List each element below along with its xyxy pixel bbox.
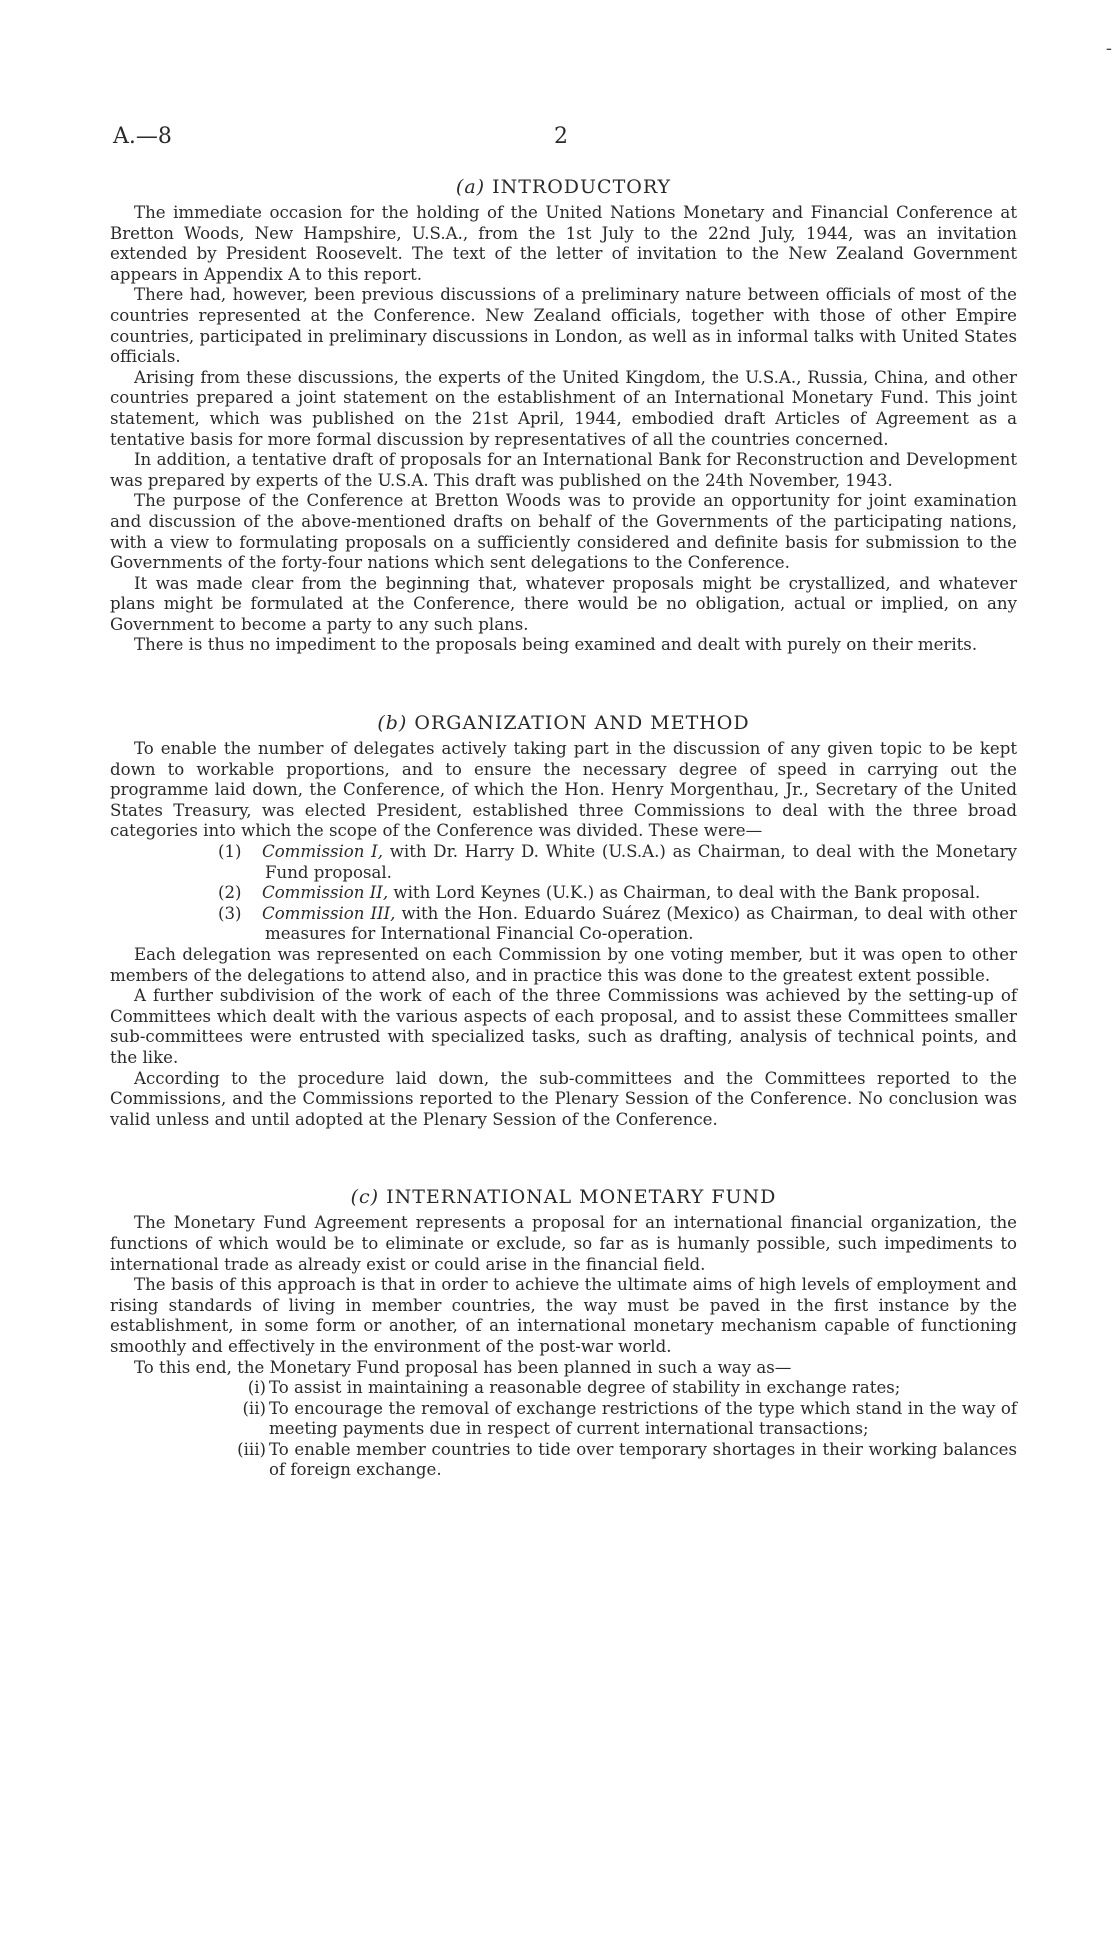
page-body bbox=[110, 174, 1017, 1481]
paragraph: In addition, a tentative draft of proposals for an International Bank for Reconstruction and Development was prepared by experts of the U.S.A. This draft was published on the 24th November, 1943. bbox=[110, 450, 1017, 490]
paragraph: Each delegation was represented on each Commission by one voting member, but it was open to other members of the delegations to attend also, and in practice this was done to the greatest extent possible. bbox=[110, 945, 1017, 985]
section-letter: (a) bbox=[455, 176, 486, 198]
paragraph: A further subdivision of the work of each of the three Commissions was achieved by the setting-up of Committees which dealt with the various aspects of each proposal, and to assist these Committees smaller sub-committees were entrusted with specialized tasks, such as drafting, analysis of technical points, and the like. bbox=[110, 986, 1017, 1067]
list-number: (iii) bbox=[237, 1439, 266, 1459]
section-title: INTERNATIONAL MONETARY FUND bbox=[386, 1186, 777, 1209]
aims-list bbox=[110, 1378, 1017, 1481]
list-text: with Lord Keynes (U.K.) as Chairman, to deal with the Bank proposal. bbox=[388, 883, 981, 903]
section-heading bbox=[110, 1184, 1017, 1211]
paragraph: To this end, the Monetary Fund proposal has been planned in such a way as— bbox=[134, 1357, 792, 1377]
list-item bbox=[110, 1399, 1017, 1440]
paragraph: The Monetary Fund Agreement represents a proposal for an international financial organization, the functions of which would be to eliminate or exclude, so far as is humanly possible, such impediments to international trade as already exist or could arise in the financial field. bbox=[110, 1213, 1017, 1274]
section-letter: (c) bbox=[350, 1186, 380, 1209]
page-number: 2 bbox=[554, 124, 568, 149]
corner-mark: - bbox=[1105, 38, 1112, 59]
section-international-monetary-fund bbox=[110, 1184, 1017, 1481]
paragraph: It was made clear from the beginning that, whatever proposals might be crystallized, and whatever plans might be formulated at the Conference, there would be no obligation, actual or implied, on any Government to become a party to any such plans. bbox=[110, 573, 1017, 634]
commission-name: Commission I, bbox=[262, 842, 384, 862]
paragraph: The immediate occasion for the holding of the United Nations Monetary and Financial Conference at Bretton Woods, New Hampshire, U.S.A., from the 1st July to the 22nd July, 1944, was an invitation extended by President Roosevelt. The text of the letter of invitation to the New Zealand Government appears in Appendix A to this report. bbox=[110, 203, 1017, 284]
list-text: with the Hon. Eduardo Suárez (Mexico) as Chairman, to deal with other measures for International Financial Co-operation. bbox=[265, 903, 1017, 944]
commission-name: Commission III, bbox=[262, 903, 396, 923]
section-letter: (b) bbox=[377, 712, 408, 735]
list-number: (i) bbox=[247, 1378, 266, 1398]
list-number: (2) bbox=[218, 883, 242, 903]
commission-list bbox=[110, 842, 1017, 945]
list-number: (ii) bbox=[242, 1398, 266, 1418]
list-item bbox=[110, 883, 1017, 904]
list-item bbox=[110, 1378, 1017, 1399]
section-organization-and-method bbox=[110, 710, 1017, 1130]
section-heading bbox=[110, 174, 1017, 201]
section-title: INTRODUCTORY bbox=[492, 176, 672, 198]
list-item bbox=[110, 1440, 1017, 1481]
list-text: To enable member countries to tide over temporary shortages in their working balances of foreign exchange. bbox=[269, 1439, 1017, 1480]
list-item bbox=[110, 842, 1017, 883]
paragraph: To enable the number of delegates actively taking part in the discussion of any given topic to be kept down to workable proportions, and to ensure the necessary degree of speed in carrying out the programme laid down, the Conference, of which the Hon. Henry Morgenthau, Jr., Secretary of the United States Treasury, was elected President, established three Commissions to deal with the three broad categories into which the scope of the Conference was divided. These were— bbox=[110, 739, 1017, 841]
commission-name: Commission II, bbox=[262, 883, 389, 903]
list-text: To encourage the removal of exchange restrictions of the type which stand in the way of meeting payments due in respect of current international transactions; bbox=[269, 1398, 1017, 1439]
paragraph: There is thus no impediment to the proposals being examined and dealt with purely on their merits. bbox=[134, 635, 978, 655]
section-heading bbox=[110, 710, 1017, 737]
section-title: ORGANIZATION AND METHOD bbox=[414, 712, 750, 735]
list-number: (1) bbox=[218, 842, 242, 862]
section-introductory bbox=[110, 174, 1017, 656]
list-text: with Dr. Harry D. White (U.S.A.) as Chairman, to deal with the Monetary Fund proposal. bbox=[265, 842, 1017, 882]
paragraph: According to the procedure laid down, the sub-committees and the Committees reported to the Commissions, and the Commissions reported to the Plenary Session of the Conference. No conclusion was valid unless and until adopted at the Plenary Session of the Conference. bbox=[110, 1068, 1017, 1129]
document-reference: A.—8 bbox=[113, 124, 172, 149]
list-item bbox=[110, 904, 1017, 945]
paragraph: There had, however, been previous discussions of a preliminary nature between officials of most of the countries represented at the Conference. New Zealand officials, together with those of other Empire countries, participated in preliminary discussions in London, as well as in informal talks with United States officials. bbox=[110, 285, 1017, 367]
list-number: (3) bbox=[218, 903, 242, 923]
list-text: To assist in maintaining a reasonable degree of stability in exchange rates; bbox=[269, 1378, 901, 1398]
paragraph: The basis of this approach is that in order to achieve the ultimate aims of high levels of employment and rising standards of living in member countries, the way must be paved in the first instance by the establishment, in some form or another, of an international monetary mechanism capable of functioning smoothly and effectively in the environment of the post-war world. bbox=[110, 1275, 1017, 1356]
paragraph: Arising from these discussions, the experts of the United Kingdom, the U.S.A., Russia, China, and other countries prepared a joint statement on the establishment of an International Monetary Fund. This joint statement, which was published on the 21st April, 1944, embodied draft Articles of Agreement as a tentative basis for more formal discussion by representatives of all the countries concerned. bbox=[110, 367, 1017, 449]
paragraph: The purpose of the Conference at Bretton Woods was to provide an opportunity for joint examination and discussion of the above-mentioned drafts on behalf of the Governments of the participating nations, with a view to formulating proposals on a sufficiently considered and definite basis for submission to the Governments of the forty-four nations which sent delegations to the Conference. bbox=[110, 491, 1017, 573]
